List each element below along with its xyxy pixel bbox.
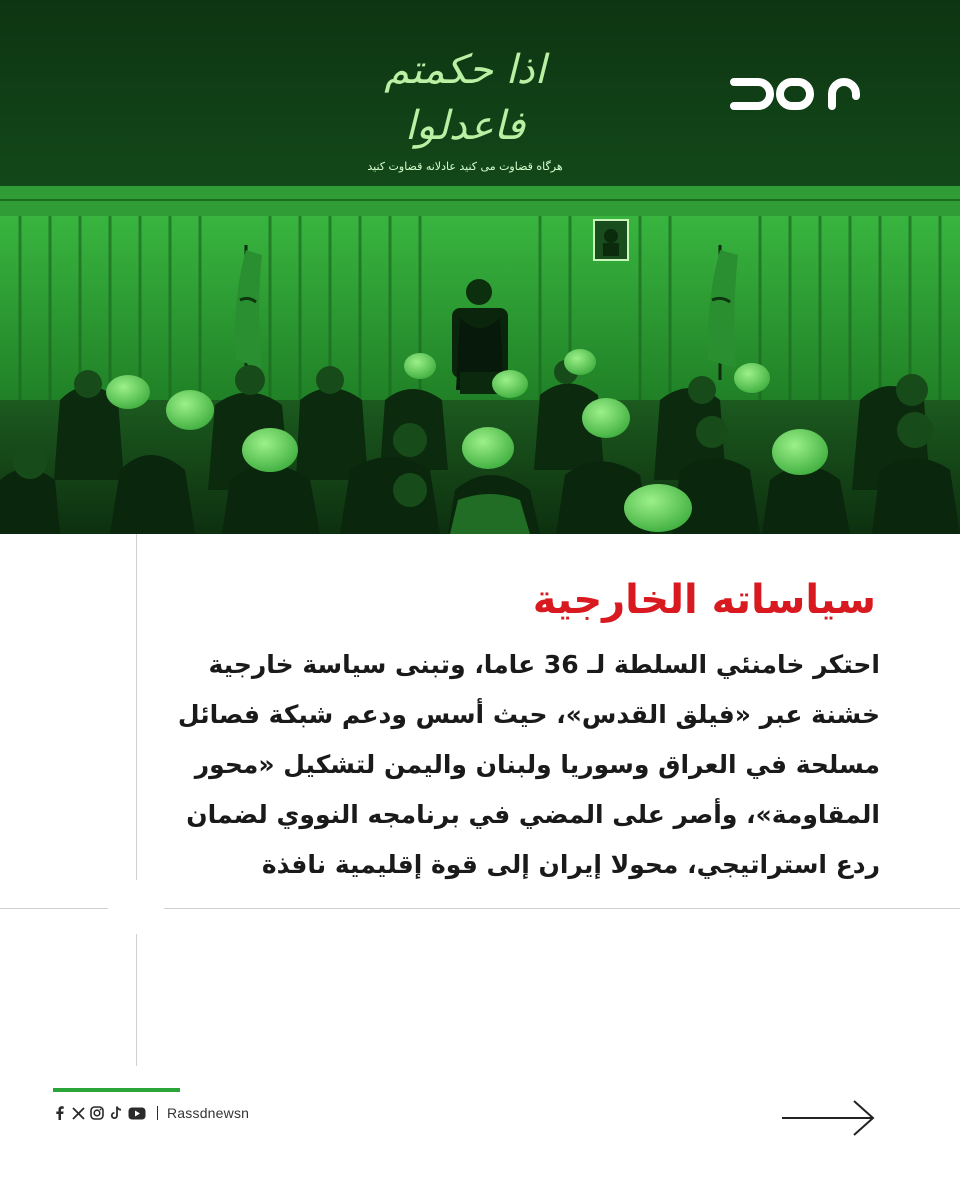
youtube-icon[interactable]: [128, 1106, 146, 1120]
hero-image: [0, 0, 960, 534]
rassd-logo: [728, 72, 864, 112]
article-title: سياساته الخارجية: [532, 577, 876, 623]
footer-accent-bar: [53, 1088, 180, 1092]
divider-horizontal-right: [164, 908, 960, 909]
wall-calligraphy: [330, 42, 600, 176]
divider-vertical-bottom: [136, 934, 137, 1066]
social-handle[interactable]: Rassdnewsn: [167, 1105, 250, 1121]
instagram-icon[interactable]: [90, 1106, 104, 1120]
x-icon[interactable]: [71, 1106, 85, 1120]
arrow-right-icon[interactable]: [780, 1097, 876, 1139]
calligraphy-sub: هرگاه قضاوت می کنید عادلانه قضاوت کنید: [367, 160, 563, 173]
tiktok-icon[interactable]: [109, 1106, 123, 1120]
divider-horizontal-left: [0, 908, 108, 909]
social-separator: [157, 1106, 158, 1120]
facebook-icon[interactable]: [52, 1106, 66, 1120]
article-body: احتكر خامنئي السلطة لـ 36 عاما، وتبنى سياسة خارجية خشنة عبر «فيلق القدس»، حيث أسس ودعم شبكة فصائل مسلحة في العراق وسوريا ولبنان واليمن لتشكيل «محور المقاومة»، وأصر على المضي في برنامجه النووي لضمان ردع استراتيجي، محولا إيران إلى قوة إقليمية نافذة: [177, 650, 880, 879]
calligraphy-main: اذا حكمتم فاعدلوا: [384, 47, 546, 149]
divider-vertical-top: [136, 534, 137, 880]
social-bar: [52, 1103, 249, 1123]
